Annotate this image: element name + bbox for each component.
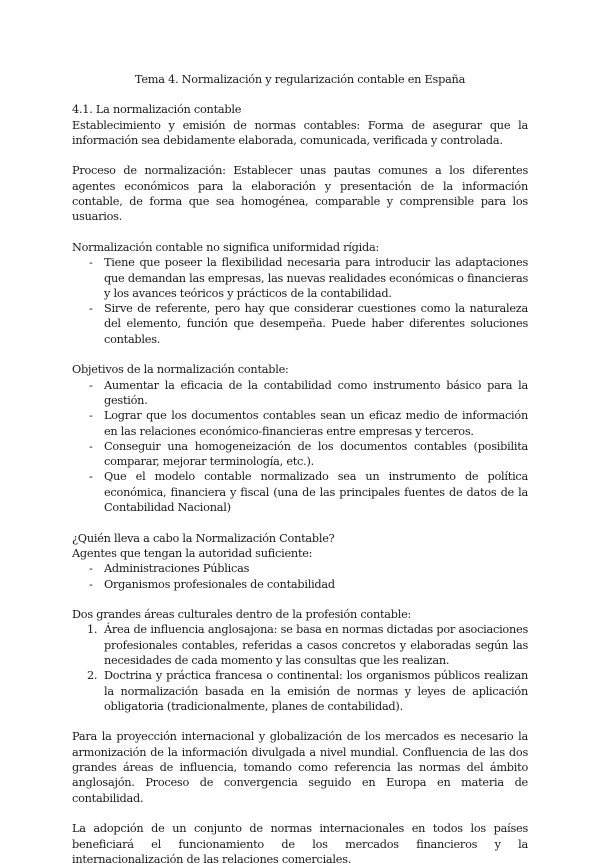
list-item: - Tiene que poseer la flexibilidad necesaria para introducir las adaptaciones que demandan las empresas, las nuevas realidades económicas o financieras y los avances teóricos y prácticos de la contabilidad.	[72, 255, 528, 301]
list-item: - Aumentar la eficacia de la contabilidad como instrumento básico para la gestión.	[72, 378, 528, 409]
objetivos-intro: Objetivos de la normalización contable:	[72, 363, 289, 377]
section-heading: 4.1. La normalización contable	[72, 103, 242, 117]
list-item: - Organismos profesionales de contabilidad	[72, 577, 528, 592]
list-item: - Conseguir una homogeneización de los documentos contables (posibilita comparar, mejorar terminología, etc.).	[72, 439, 528, 470]
list-item: - Lograr que los documentos contables sean un eficaz medio de información en las relaciones económico-financieras entre empresas y terceros.	[72, 408, 528, 439]
list-item	[72, 668, 528, 714]
paragraph-establecimiento: Establecimiento y emisión de normas contables: Forma de asegurar que la información sea debidamente elaborada, comunicada, verificada y controlada.	[72, 118, 528, 147]
paragraph-proyeccion: Para la proyección internacional y globalización de los mercados es necesario la armonización de la información divulgada a nivel mundial. Confluencia de las dos grandes áreas de influencia, tomando como referencia las normas del ámbito anglosajón. Proceso de convergencia seguido en Europa en materia de contabilidad.	[72, 730, 528, 805]
quien-answer: Agentes que tengan la autoridad suficiente:	[72, 546, 313, 560]
paragraph-uniformidad-intro: Normalización contable no significa uniformidad rígida:	[72, 240, 380, 254]
list-item-text: Área de influencia anglosajona: se basa en normas dictadas por asociaciones profesionales contables, referidas a casos concretos y elaboradas según las necesidades de cada momento y las consultas que les realizan.	[104, 623, 528, 667]
paragraph-proceso: Proceso de normalización: Establecer unas pautas comunes a los diferentes agentes económicos para la elaboración y presentación de la información contable, de forma que sea homogénea, comparable y comprensible para los usuarios.	[72, 164, 528, 224]
objetivos-list	[72, 378, 528, 516]
list-number: 2.	[87, 669, 98, 683]
list-item: - Sirve de referente, pero hay que considerar cuestiones como la naturaleza del elemento, función que desempeña. Puede haber diferentes soluciones contables.	[72, 301, 528, 347]
list-number: 1.	[87, 623, 98, 637]
agentes-list	[72, 561, 528, 592]
document-title: Tema 4. Normalización y regularización contable en España	[134, 73, 466, 86]
uniformidad-list	[72, 255, 528, 347]
quien-question: ¿Quién lleva a cabo la Normalización Contable?	[72, 531, 335, 545]
list-item	[72, 622, 528, 668]
list-item: - Administraciones Públicas	[72, 561, 528, 576]
paragraph-adopcion: La adopción de un conjunto de normas internacionales en todos los países beneficiará el funcionamiento de los mercados financieros y la internacionalización de las relaciones comerciales.	[72, 822, 528, 866]
areas-list	[72, 622, 528, 714]
list-item: - Que el modelo contable normalizado sea un instrumento de política económica, financiera y fiscal (una de las principales fuentes de datos de la Contabilidad Nacional)	[72, 469, 528, 515]
list-item-text: Doctrina y práctica francesa o continental: los organismos públicos realizan la normalización basada en la emisión de normas y leyes de aplicación obligatoria (tradicionalmente, planes de contabilidad).	[104, 669, 528, 713]
document-page	[72, 72, 528, 867]
areas-intro: Dos grandes áreas culturales dentro de la profesión contable:	[72, 608, 412, 622]
